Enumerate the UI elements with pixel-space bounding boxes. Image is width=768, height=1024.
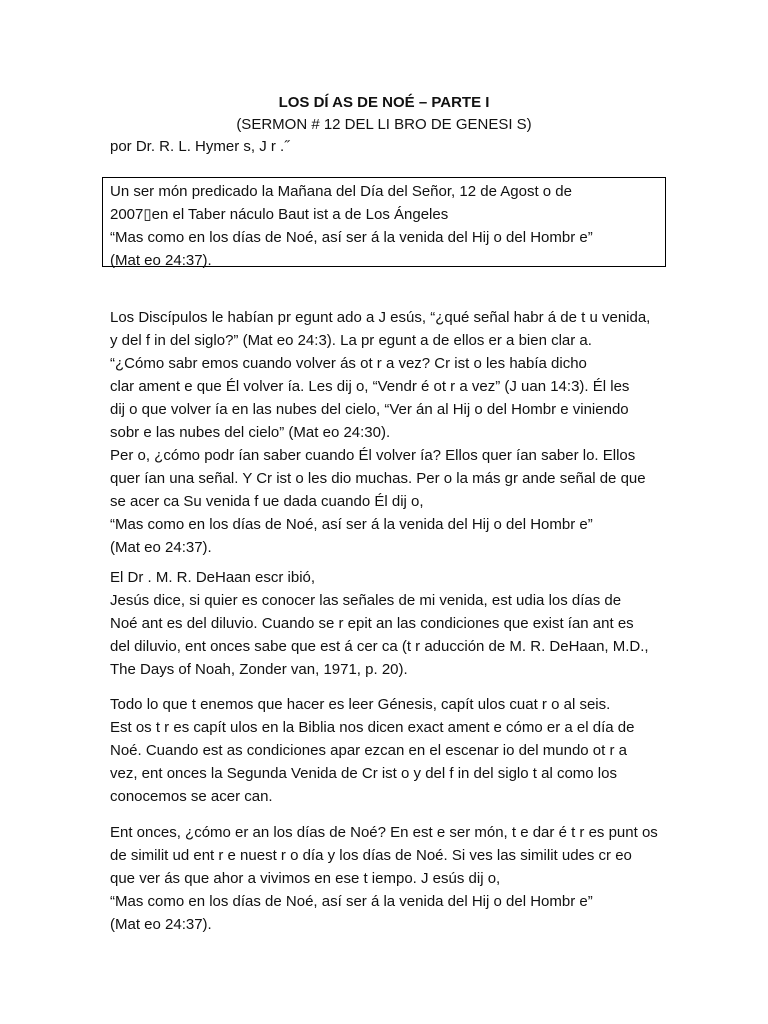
paragraph-disciples-question <box>110 306 670 559</box>
text-line: Noé. Cuando est as condiciones apar ezcan en el escenar io del mundo ot r a <box>110 742 627 759</box>
box-line: Un ser món predicado la Mañana del Día del Señor, 12 de Agost o de <box>110 183 572 200</box>
text-line: que ver ás que ahor a vivimos en ese t iempo. J esús dij o, <box>110 870 501 887</box>
text-line: Per o, ¿cómo podr ían saber cuando Él volver ía? Ellos quer ían saber lo. Ellos <box>110 447 636 464</box>
text-line: (Mat eo 24:37). <box>110 539 212 556</box>
sermon-title: LOS DÍ AS DE NOÉ – PARTE I <box>278 94 490 111</box>
text-line: Todo lo que t enemos que hacer es leer Génesis, capít ulos cuat r o al seis. <box>110 696 611 713</box>
text-line: de similit ud ent r e nuest r o día y los días de Noé. Si ves las similit udes cr eo <box>110 847 632 864</box>
sermon-subtitle: (SERMON # 12 DEL LI BRO DE GENESI S) <box>236 116 532 133</box>
text-line: dij o que volver ía en las nubes del cielo, “Ver án al Hij o del Hombr e viniendo <box>110 401 629 418</box>
text-line: Est os t r es capít ulos en la Biblia nos dicen exact ament e cómo er a el día de <box>110 719 635 736</box>
text-line: “¿Cómo sabr emos cuando volver ás ot r a vez? Cr ist o les había dicho <box>110 355 587 372</box>
box-line: 2007▯en el Taber náculo Baut ist a de Los Ángeles <box>110 206 449 223</box>
text-line: vez, ent onces la Segunda Venida de Cr ist o y del f in del siglo t al como los <box>110 765 617 782</box>
text-line: The Days of Noah, Zonder van, 1971, p. 20). <box>110 661 408 678</box>
box-line: “Mas como en los días de Noé, así ser á la venida del Hij o del Hombr e” <box>110 229 593 246</box>
text-line: Ent onces, ¿cómo er an los días de Noé? En est e ser món, t e dar é t r es punt os <box>110 824 658 841</box>
paragraph-genesis <box>110 693 670 808</box>
text-line: “Mas como en los días de Noé, así ser á la venida del Hij o del Hombr e” <box>110 516 593 533</box>
text-line: sobr e las nubes del cielo” (Mat eo 24:30). <box>110 424 391 441</box>
text-line: conocemos se acer can. <box>110 788 273 805</box>
text-line: Noé ant es del diluvio. Cuando se r epit an las condiciones que exist ían ant es <box>110 615 634 632</box>
box-line: (Mat eo 24:37). <box>110 252 212 269</box>
text-line: “Mas como en los días de Noé, así ser á la venida del Hij o del Hombr e” <box>110 893 593 910</box>
text-line: El Dr . M. R. DeHaan escr ibió, <box>110 569 316 586</box>
paragraph-three-points <box>110 821 670 936</box>
text-line: y del f in del siglo?” (Mat eo 24:3). La pr egunt a de ellos er a bien clar a. <box>110 332 592 349</box>
sermon-info-box <box>102 177 666 267</box>
text-line: clar ament e que Él volver ía. Les dij o, “Vendr é ot r a vez” (J uan 14:3). Él les <box>110 378 630 395</box>
text-line: se acer ca Su venida f ue dada cuando Él dij o, <box>110 493 424 510</box>
paragraph-dehaan-quote <box>110 566 670 681</box>
author-line: por Dr. R. L. Hymer s, J r .˝ <box>110 138 290 155</box>
text-line: Los Discípulos le habían pr egunt ado a J esús, “¿qué señal habr á de t u venida, <box>110 309 651 326</box>
text-line: quer ían una señal. Y Cr ist o les dio muchas. Per o la más gr ande señal de que <box>110 470 646 487</box>
text-line: Jesús dice, si quier es conocer las señales de mi venida, est udia los días de <box>110 592 622 609</box>
text-line: (Mat eo 24:37). <box>110 916 212 933</box>
text-line: del diluvio, ent onces sabe que est á cer ca (t r aducción de M. R. DeHaan, M.D., <box>110 638 649 655</box>
